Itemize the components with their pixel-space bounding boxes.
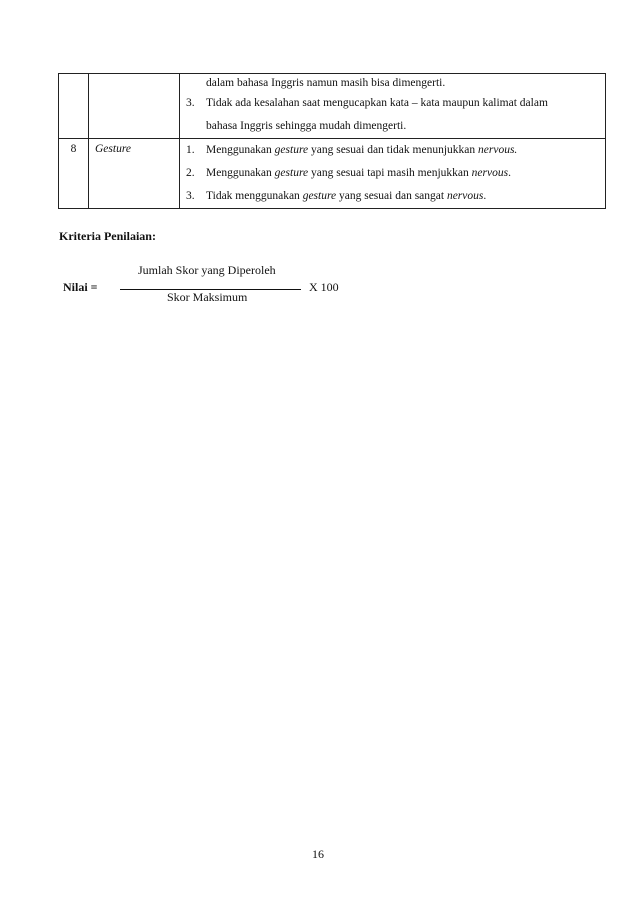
italic-term: gesture	[274, 167, 309, 179]
criteria-text: bahasa Inggris sehingga mudah dimengerti.	[206, 120, 407, 132]
criteria-text: Menggunakan	[206, 144, 275, 156]
criteria-line	[186, 115, 605, 138]
formula-multiplier: X 100	[309, 280, 339, 294]
criteria-line	[186, 185, 605, 208]
formula-denominator: Skor Maksimum	[167, 290, 248, 304]
description-cell	[180, 74, 606, 139]
aspect-cell: Gesture	[89, 139, 180, 209]
page-number: 16	[312, 847, 324, 861]
list-number: 3.	[186, 190, 195, 202]
criteria-heading: Kriteria Penilaian:	[59, 229, 156, 243]
criteria-text: dalam bahasa Inggris namun masih bisa dimengerti.	[206, 77, 446, 89]
row-number-cell	[59, 74, 89, 139]
aspect-cell	[89, 74, 180, 139]
criteria-text: yang sesuai dan sangat	[336, 190, 447, 202]
italic-term: gesture	[302, 190, 337, 202]
criteria-text: Tidak menggunakan	[206, 190, 303, 202]
italic-term: gesture	[274, 144, 309, 156]
criteria-text: Menggunakan	[206, 167, 275, 179]
list-number: 2.	[186, 167, 195, 179]
criteria-text: .	[508, 167, 511, 179]
criteria-line	[186, 162, 605, 185]
italic-term: nervous	[446, 190, 484, 202]
italic-term: nervous.	[478, 144, 518, 156]
list-number: 3.	[186, 97, 195, 109]
criteria-list	[186, 74, 605, 138]
description-cell	[180, 139, 606, 209]
formula-numerator: Jumlah Skor yang Diperoleh	[138, 263, 276, 277]
criteria-line	[186, 92, 605, 115]
criteria-text: yang sesuai tapi masih menjukkan	[308, 167, 472, 179]
criteria-text: yang sesuai dan tidak menunjukkan	[308, 144, 479, 156]
list-number: 1.	[186, 144, 195, 156]
row-number-cell: 8	[59, 139, 89, 209]
criteria-line	[186, 74, 605, 92]
criteria-list	[186, 139, 605, 208]
table-row	[59, 74, 606, 139]
criteria-text: .	[483, 190, 487, 202]
formula-label: Nilai =	[63, 280, 98, 294]
criteria-text: Tidak ada kesalahan saat mengucapkan kata – kata maupun kalimat dalam	[206, 97, 548, 109]
criteria-line	[186, 139, 605, 162]
italic-term: nervous	[471, 167, 509, 179]
table-row	[59, 139, 606, 209]
assessment-rubric-table	[58, 73, 606, 209]
